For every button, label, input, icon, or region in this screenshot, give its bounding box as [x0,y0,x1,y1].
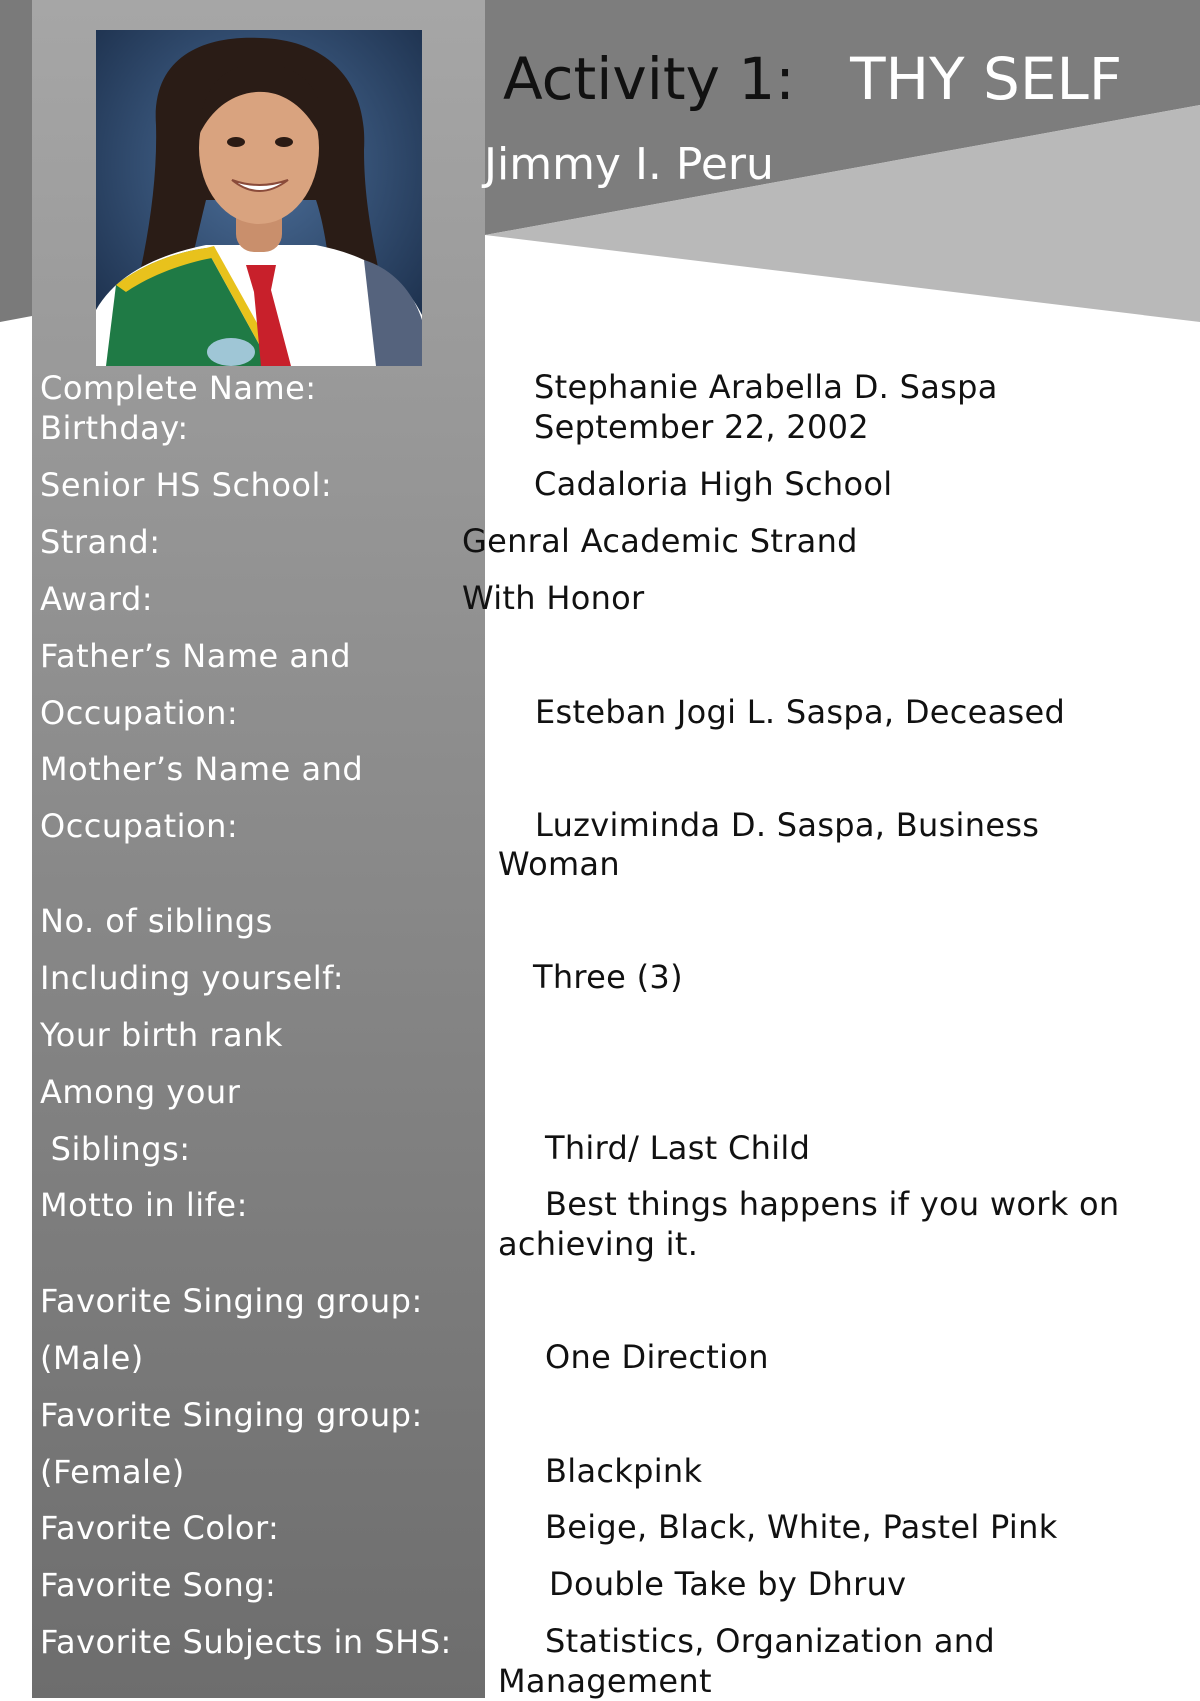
header-left-band [0,0,32,322]
value-song: Double Take by Dhruv [549,1565,907,1603]
label-group-female-line1: Favorite Singing group: [40,1396,423,1434]
value-subjects-line2: Management [498,1662,712,1700]
value-group-female: Blackpink [545,1452,703,1490]
label-birthday: Birthday: [40,409,189,447]
author-name: Jimmy I. Peru [484,139,774,190]
label-color: Favorite Color: [40,1509,280,1547]
label-strand: Strand: [40,523,161,561]
title-main: THY SELF [850,45,1123,113]
value-subjects-line1: Statistics, Organization and [545,1622,995,1660]
value-mother-line2: Woman [498,845,620,883]
portrait-image [96,30,422,366]
label-rank-line1: Your birth rank [40,1016,283,1054]
value-motto-line2: achieving it. [498,1225,699,1263]
label-group-male-line1: Favorite Singing group: [40,1282,423,1320]
label-school: Senior HS School: [40,466,333,504]
value-birthday: September 22, 2002 [534,408,869,446]
label-mother-line2: Occupation: [40,807,239,845]
label-siblings-line1: No. of siblings [40,902,273,940]
profile-photo [96,30,422,366]
value-strand: Genral Academic Strand [462,522,858,560]
value-complete-name: Stephanie Arabella D. Saspa [534,368,998,406]
value-siblings: Three (3) [533,958,683,996]
label-father-line1: Father’s Name and [40,637,352,675]
label-siblings-line2: Including yourself: [40,959,345,997]
label-father-line2: Occupation: [40,694,239,732]
label-group-male-line2: (Male) [40,1339,144,1377]
label-motto: Motto in life: [40,1186,248,1224]
value-color: Beige, Black, White, Pastel Pink [545,1508,1058,1546]
title-prefix: Activity 1: [503,45,795,113]
value-award: With Honor [462,579,645,617]
label-rank-line2: Among your [40,1073,241,1111]
value-school: Cadaloria High School [534,465,893,503]
activity-title [503,45,1123,113]
label-award: Award: [40,580,154,618]
label-mother-line1: Mother’s Name and [40,750,364,788]
label-group-female-line2: (Female) [40,1453,185,1491]
value-mother-line1: Luzviminda D. Saspa, Business [535,806,1040,844]
label-complete-name: Complete Name: [40,369,317,407]
value-motto-line1: Best things happens if you work on [545,1185,1120,1223]
label-subjects: Favorite Subjects in SHS: [40,1623,452,1661]
value-father: Esteban Jogi L. Saspa, Deceased [535,693,1066,731]
value-rank: Third/ Last Child [545,1129,811,1167]
label-song: Favorite Song: [40,1566,277,1604]
label-rank-line3: Siblings: [40,1130,191,1168]
value-group-male: One Direction [545,1338,769,1376]
